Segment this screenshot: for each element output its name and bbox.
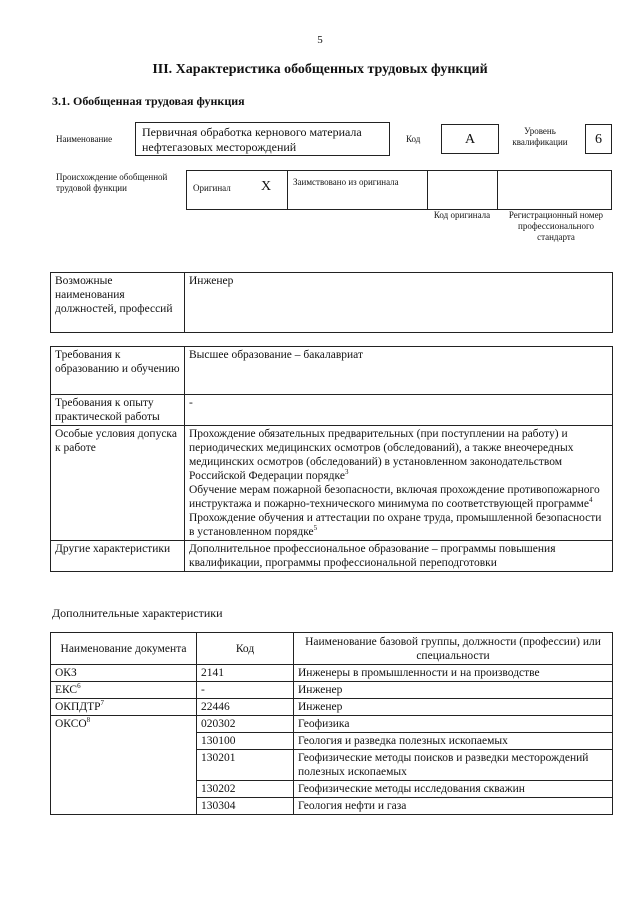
- positions-label: Возможные наименования должностей, профессий: [51, 273, 185, 333]
- col-doc-header: Наименование документа: [51, 633, 197, 665]
- section-title: III. Характеристика обобщенных трудовых функций: [152, 62, 488, 77]
- doc-cell: [51, 699, 197, 716]
- special-value: [185, 426, 613, 541]
- original-label: Оригинал: [193, 183, 231, 193]
- table-row: [51, 665, 613, 682]
- positions-table: [50, 272, 613, 333]
- doc-footnote: 8: [86, 716, 91, 725]
- other-value: Дополнительное профессиональное образование – программы повышения квалификации, программы профессиональной переподготовки: [185, 541, 613, 572]
- borrowed-label: Заимствовано из оригинала: [293, 177, 399, 187]
- other-label: Другие характеристики: [51, 541, 185, 572]
- special-p3-sup: 5: [313, 524, 318, 533]
- special-p3: Прохождение обучения и аттестации по охране труда, промышленной безопасности в установленном порядке: [189, 512, 602, 538]
- code-cell: 130201: [197, 750, 294, 781]
- doc-name: ОКСО: [55, 718, 87, 730]
- edu-label: Требования к образованию и обучению: [51, 347, 185, 395]
- code-cell: 130202: [197, 781, 294, 798]
- reg-number-label: Регистрационный номер профессионального стандарта: [508, 210, 604, 242]
- edu-value: Высшее образование – бакалавриат: [185, 347, 613, 395]
- doc-cell: [51, 665, 197, 682]
- origin-label: Происхождение обобщенной трудовой функции: [56, 172, 168, 193]
- level-value: 6: [585, 124, 612, 154]
- code-cell: 020302: [197, 716, 294, 733]
- orig-code-label: Код оригинала: [433, 210, 491, 220]
- code-cell: 130100: [197, 733, 294, 750]
- name-cell: Геофизика: [294, 716, 613, 733]
- special-p1-sup: 3: [344, 468, 349, 477]
- original-mark: X: [261, 179, 272, 194]
- function-name-value: Первичная обработка кернового материала нефтегазовых месторождений: [135, 122, 390, 156]
- exp-label: Требования к опыту практической работы: [51, 395, 185, 426]
- special-label: Особые условия допуска к работе: [51, 426, 185, 541]
- code-cell: 2141: [197, 665, 294, 682]
- special-p2: Обучение мерам пожарной безопасности, включая прохождение противопожарного инструктажа и пожарно-технического минимума по соответствующей программе: [189, 484, 600, 510]
- name-cell: Геофизические методы исследования скважин: [294, 781, 613, 798]
- name-label: Наименование: [56, 134, 113, 144]
- name-cell: Геология нефти и газа: [294, 798, 613, 815]
- exp-value: -: [185, 395, 613, 426]
- name-cell: Инженер: [294, 682, 613, 699]
- code-cell: 130304: [197, 798, 294, 815]
- subsection-title: 3.1. Обобщенная трудовая функция: [52, 94, 245, 108]
- col-name-header: Наименование базовой группы, должности (профессии) или специальности: [294, 633, 613, 665]
- special-p2-sup: 4: [588, 496, 593, 505]
- doc-cell: [51, 682, 197, 699]
- name-cell: Инженер: [294, 699, 613, 716]
- additional-title: Дополнительные характеристики: [52, 606, 223, 620]
- col-code-header: Код: [197, 633, 294, 665]
- doc-footnote: 6: [77, 682, 81, 691]
- name-cell: Инженеры в промышленности и на производстве: [294, 665, 613, 682]
- code-cell: 22446: [197, 699, 294, 716]
- level-label: Уровень квалификации: [512, 126, 568, 147]
- page-number: 5: [317, 34, 323, 46]
- name-cell: Геология и разведка полезных ископаемых: [294, 733, 613, 750]
- code-label: Код: [406, 134, 421, 144]
- doc-cell: [51, 716, 197, 815]
- doc-name: ОКПДТР: [55, 701, 101, 713]
- positions-value: Инженер: [185, 273, 613, 333]
- table-row: [51, 682, 613, 699]
- origin-box: [186, 170, 612, 210]
- doc-footnote: 7: [100, 699, 105, 708]
- function-code-value: A: [441, 124, 499, 154]
- code-cell: -: [197, 682, 294, 699]
- special-p1: Прохождение обязательных предварительных (при поступлении на работу) и периодических медицинских осмотров (обследований), а также внеочередных медицинских осмотров (обследований) в установленном законодательством Российской Федерации порядке: [189, 428, 574, 482]
- requirements-table: [50, 346, 613, 572]
- table-row: [51, 716, 613, 733]
- name-cell: Геофизические методы поисков и разведки месторождений полезных ископаемых: [294, 750, 613, 781]
- doc-name: ЕКС: [55, 684, 78, 696]
- additional-table: [50, 632, 613, 815]
- table-row: [51, 699, 613, 716]
- doc-name: ОКЗ: [55, 667, 77, 679]
